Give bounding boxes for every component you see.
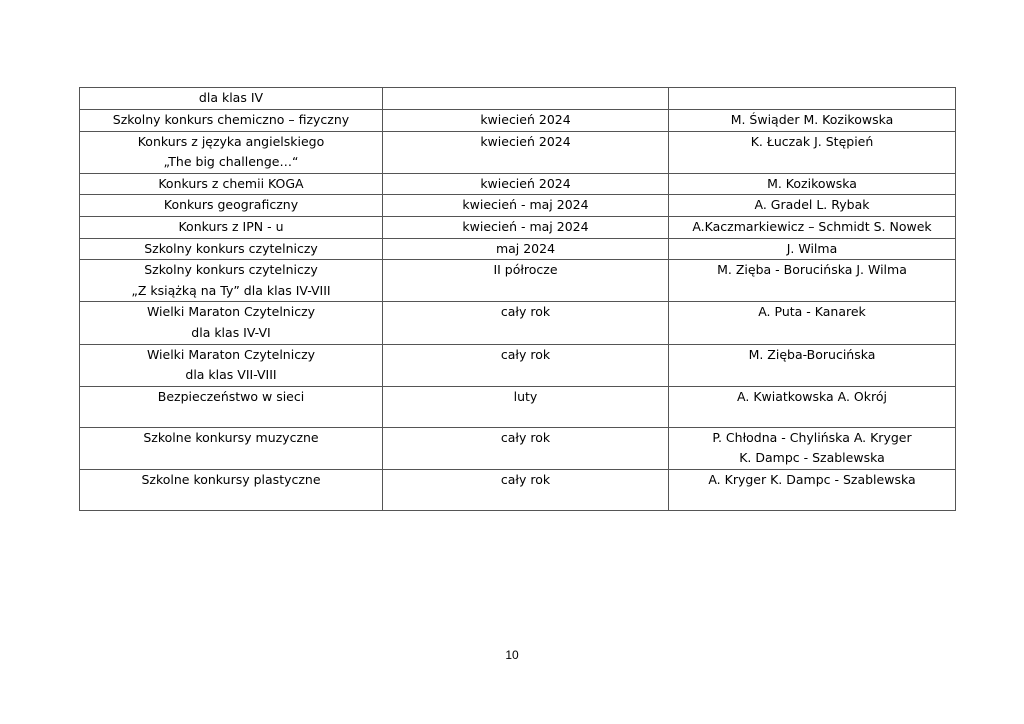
persons-cell	[669, 110, 956, 132]
persons-cell-line: K. Łuczak J. Stępień	[750, 133, 874, 149]
date-cell-line: kwiecień 2024	[480, 175, 571, 191]
persons-cell	[669, 216, 956, 238]
event-cell	[80, 195, 383, 217]
persons-cell-line: P. Chłodna - Chylińska A. Kryger	[712, 429, 912, 445]
event-cell-line: Szkolne konkursy muzyczne	[143, 429, 319, 445]
persons-cell	[669, 173, 956, 195]
persons-cell	[669, 238, 956, 260]
date-cell	[383, 469, 669, 510]
table-row	[80, 386, 956, 427]
date-cell	[383, 427, 669, 469]
date-cell	[383, 88, 669, 110]
date-cell-line: luty	[513, 388, 538, 404]
event-cell	[80, 427, 383, 469]
persons-cell-line: A. Puta - Kanarek	[758, 304, 866, 320]
table-row	[80, 173, 956, 195]
event-cell-line: Konkurs geograficzny	[163, 197, 299, 213]
date-cell	[383, 344, 669, 386]
date-cell	[383, 173, 669, 195]
date-cell-line: kwiecień 2024	[480, 112, 571, 127]
event-cell	[80, 344, 383, 386]
date-cell-line: II półrocze	[493, 262, 558, 278]
date-cell	[383, 216, 669, 238]
persons-cell	[669, 344, 956, 386]
event-cell	[80, 302, 383, 344]
persons-cell-line: A. Kwiatkowska A. Okrój	[737, 388, 887, 404]
event-cell-line: Szkolne konkursy plastyczne	[141, 471, 321, 487]
table-row	[80, 110, 956, 132]
date-cell	[383, 238, 669, 260]
persons-cell-line: M. Zięba-Borucińska	[748, 346, 876, 362]
table-row	[80, 195, 956, 217]
event-cell-line: Bezpieczeństwo w sieci	[157, 388, 305, 404]
event-cell-line: Konkurs z języka angielskiego	[137, 133, 325, 149]
date-cell	[383, 131, 669, 173]
event-cell-line: Konkurs z chemii KOGA	[158, 175, 304, 191]
persons-cell	[669, 88, 956, 110]
persons-cell	[669, 469, 956, 510]
persons-cell-line: K. Dampc - Szablewska	[739, 450, 885, 466]
persons-cell	[669, 427, 956, 469]
table-row	[80, 88, 956, 110]
date-cell-line: maj 2024	[495, 240, 556, 256]
persons-cell-line: A. Gradel L. Rybak	[754, 197, 870, 213]
event-cell-line: dla klas VII-VIII	[185, 367, 277, 383]
event-cell	[80, 173, 383, 195]
event-cell-line: „The big challenge…“	[163, 154, 299, 170]
event-cell	[80, 386, 383, 427]
event-cell-line: dla klas IV-VI	[191, 324, 271, 340]
persons-cell	[669, 386, 956, 427]
table-row	[80, 131, 956, 173]
persons-cell-line: M. Świąder M. Kozikowska	[730, 112, 894, 127]
contests-table-body	[80, 88, 956, 511]
persons-cell-line: A.Kaczmarkiewicz – Schmidt S. Nowek	[692, 218, 932, 234]
persons-cell-line: J. Wilma	[786, 240, 838, 256]
event-cell-line: Szkolny konkurs chemiczno – fizyczny	[112, 112, 350, 127]
date-cell-line: cały rok	[500, 471, 551, 487]
persons-cell	[669, 302, 956, 344]
event-cell-line: Wielki Maraton Czytelniczy	[146, 346, 316, 362]
event-cell-line: „Z książką na Ty” dla klas IV-VIII	[131, 282, 331, 298]
date-cell-line: cały rok	[500, 346, 551, 362]
date-cell	[383, 110, 669, 132]
date-cell	[383, 195, 669, 217]
date-cell-line: kwiecień - maj 2024	[462, 218, 589, 234]
event-cell	[80, 238, 383, 260]
table-row	[80, 469, 956, 510]
persons-cell	[669, 260, 956, 302]
persons-cell	[669, 131, 956, 173]
date-cell	[383, 260, 669, 302]
event-cell	[80, 216, 383, 238]
date-cell-line: kwiecień 2024	[480, 133, 571, 149]
event-cell	[80, 110, 383, 132]
table-row	[80, 260, 956, 302]
event-cell-line: Wielki Maraton Czytelniczy	[146, 304, 316, 320]
date-cell-line: kwiecień - maj 2024	[462, 197, 589, 213]
event-cell-line: dla klas IV	[198, 90, 264, 105]
date-cell	[383, 302, 669, 344]
persons-cell-line: M. Kozikowska	[767, 175, 857, 191]
persons-cell-line: A. Kryger K. Dampc - Szablewska	[708, 471, 916, 487]
event-cell	[80, 131, 383, 173]
table-row	[80, 216, 956, 238]
date-cell-line: cały rok	[500, 429, 551, 445]
table-row	[80, 427, 956, 469]
table-row	[80, 302, 956, 344]
event-cell-line: Szkolny konkurs czytelniczy	[144, 240, 318, 256]
table-row	[80, 238, 956, 260]
event-cell-line: Szkolny konkurs czytelniczy	[144, 262, 318, 278]
table-row	[80, 344, 956, 386]
event-cell	[80, 260, 383, 302]
date-cell-line: cały rok	[500, 304, 551, 320]
date-cell	[383, 386, 669, 427]
event-cell	[80, 469, 383, 510]
event-cell	[80, 88, 383, 110]
persons-cell	[669, 195, 956, 217]
persons-cell-line: M. Zięba - Borucińska J. Wilma	[717, 262, 907, 278]
page-number: 10	[505, 648, 519, 662]
event-cell-line: Konkurs z IPN - u	[178, 218, 284, 234]
contests-table	[79, 87, 956, 511]
